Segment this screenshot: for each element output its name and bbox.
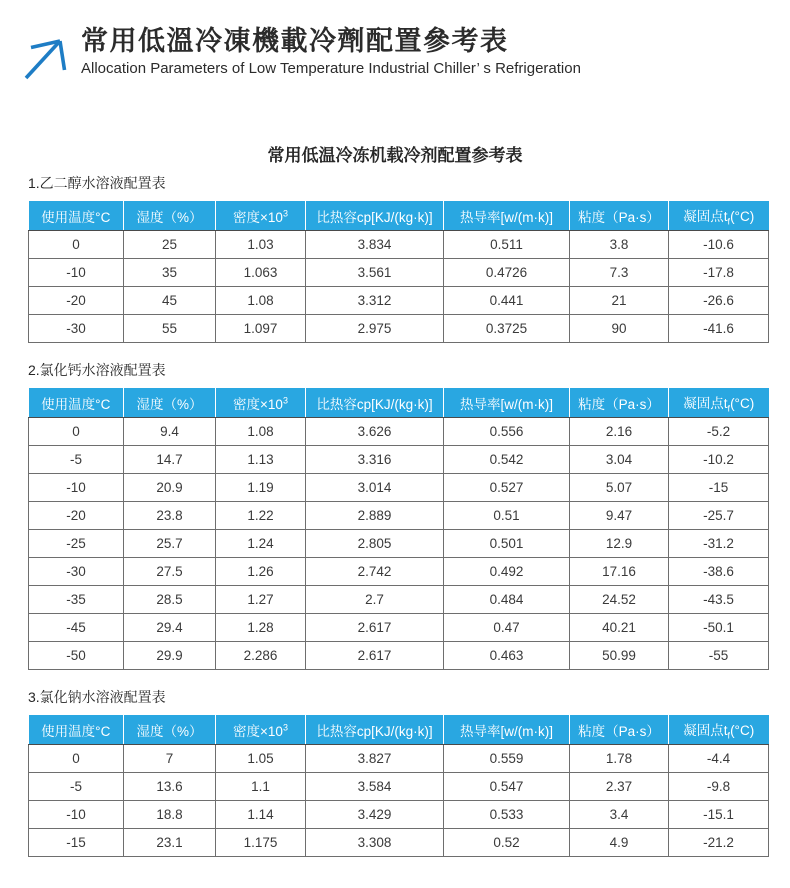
column-header: 粘度（Pa·s） xyxy=(570,715,669,745)
table-cell: 13.6 xyxy=(124,773,216,801)
sodium-chloride-table xyxy=(28,715,769,857)
header-row xyxy=(29,388,769,418)
table-row xyxy=(29,502,769,530)
table-cell: 3.308 xyxy=(306,829,444,857)
table-row xyxy=(29,474,769,502)
table-cell: -10.2 xyxy=(669,446,769,474)
table-cell: -38.6 xyxy=(669,558,769,586)
table-cell: 0.4726 xyxy=(444,259,570,287)
table-cell: 1.063 xyxy=(216,259,306,287)
table-cell: -9.8 xyxy=(669,773,769,801)
table-cell: 7.3 xyxy=(570,259,669,287)
table-cell: 0 xyxy=(29,745,124,773)
table-cell: 29.9 xyxy=(124,642,216,670)
table-cell: 18.8 xyxy=(124,801,216,829)
table-cell: 24.52 xyxy=(570,586,669,614)
table-cell: 2.617 xyxy=(306,614,444,642)
table-row xyxy=(29,446,769,474)
table-cell: -50 xyxy=(29,642,124,670)
table-cell: 9.4 xyxy=(124,418,216,446)
table-cell: 1.1 xyxy=(216,773,306,801)
table-cell: 0.527 xyxy=(444,474,570,502)
table-row xyxy=(29,586,769,614)
table-cell: -17.8 xyxy=(669,259,769,287)
table-cell: 0 xyxy=(29,418,124,446)
table-cell: 1.28 xyxy=(216,614,306,642)
table-cell: 3.626 xyxy=(306,418,444,446)
table-cell: 0.51 xyxy=(444,502,570,530)
table-cell: 2.286 xyxy=(216,642,306,670)
table-row xyxy=(29,642,769,670)
table-cell: -21.2 xyxy=(669,829,769,857)
table-cell: -43.5 xyxy=(669,586,769,614)
table-cell: 3.312 xyxy=(306,287,444,315)
header-row xyxy=(29,201,769,231)
column-header: 热导率[w/(m·k)] xyxy=(444,201,570,231)
table-row xyxy=(29,287,769,315)
table-cell: 3.561 xyxy=(306,259,444,287)
table-cell: 21 xyxy=(570,287,669,315)
table-cell: 20.9 xyxy=(124,474,216,502)
table-cell: 29.4 xyxy=(124,614,216,642)
document-title: 常用低温冷冻机载冷剂配置参考表 xyxy=(267,146,523,165)
table-cell: 28.5 xyxy=(124,586,216,614)
table-cell: 0 xyxy=(29,231,124,259)
column-header: 湿度（%） xyxy=(124,715,216,745)
table-cell: 0.501 xyxy=(444,530,570,558)
table-cell: 4.9 xyxy=(570,829,669,857)
column-header: 凝固点$t_f(^\circ C)$ xyxy=(669,388,769,418)
table-cell: 3.584 xyxy=(306,773,444,801)
table-cell: -15 xyxy=(669,474,769,502)
table-cell: 1.097 xyxy=(216,315,306,343)
table-cell: -25.7 xyxy=(669,502,769,530)
table-cell: -26.6 xyxy=(669,287,769,315)
table-cell: -41.6 xyxy=(669,315,769,343)
column-header: 凝固点$t_f(^\circ C)$ xyxy=(669,201,769,231)
table-cell: -5 xyxy=(29,773,124,801)
table-cell: -10 xyxy=(29,801,124,829)
table-row xyxy=(29,530,769,558)
table-cell: 1.22 xyxy=(216,502,306,530)
table-cell: -10.6 xyxy=(669,231,769,259)
table-cell: -5.2 xyxy=(669,418,769,446)
table-cell: 23.1 xyxy=(124,829,216,857)
table-cell: 50.99 xyxy=(570,642,669,670)
table-cell: 1.78 xyxy=(570,745,669,773)
table-cell: 40.21 xyxy=(570,614,669,642)
table-cell: 3.04 xyxy=(570,446,669,474)
table-cell: -55 xyxy=(669,642,769,670)
table-cell: -20 xyxy=(29,502,124,530)
brand-subtitle: Allocation Parameters of Low Temperature Industrial Chiller’ s Refrigeration xyxy=(81,60,581,77)
table-cell: 2.889 xyxy=(306,502,444,530)
table-cell: -25 xyxy=(29,530,124,558)
header-row xyxy=(29,715,769,745)
table-cell: 1.08 xyxy=(216,287,306,315)
table-cell: 0.52 xyxy=(444,829,570,857)
table-cell: -15.1 xyxy=(669,801,769,829)
table-cell: -4.4 xyxy=(669,745,769,773)
table-cell: 0.556 xyxy=(444,418,570,446)
column-header: 湿度（%） xyxy=(124,388,216,418)
brand-text-block xyxy=(81,26,581,79)
table-row xyxy=(29,259,769,287)
table-cell: 2.617 xyxy=(306,642,444,670)
column-header: 粘度（Pa·s） xyxy=(570,201,669,231)
table-cell: 3.834 xyxy=(306,231,444,259)
table-cell: 3.429 xyxy=(306,801,444,829)
table-row xyxy=(29,829,769,857)
table-cell: 1.05 xyxy=(216,745,306,773)
brand-title: 常用低溫冷凍機載冷劑配置參考表 xyxy=(81,26,509,56)
table-cell: 1.14 xyxy=(216,801,306,829)
table-cell: 9.47 xyxy=(570,502,669,530)
table-cell: 55 xyxy=(124,315,216,343)
table-row xyxy=(29,558,769,586)
table-cell: 2.805 xyxy=(306,530,444,558)
table-cell: -30 xyxy=(29,315,124,343)
column-header: 比热容cp[KJ/(kg·k)] xyxy=(306,715,444,745)
table-cell: 90 xyxy=(570,315,669,343)
column-header: 密度$\times 10^3$ xyxy=(216,715,306,745)
table-cell: 1.03 xyxy=(216,231,306,259)
content-area xyxy=(0,173,790,857)
section-calcium-chloride xyxy=(28,360,790,670)
table-cell: 1.13 xyxy=(216,446,306,474)
table-cell: 2.16 xyxy=(570,418,669,446)
column-header: 使用温度°C xyxy=(29,201,124,231)
column-header: 凝固点$t_f(^\circ C)$ xyxy=(669,715,769,745)
section-label: 3.氯化钠水溶液配置表 xyxy=(28,689,166,705)
column-header: 使用温度°C xyxy=(29,388,124,418)
column-header: 密度$\times 10^3$ xyxy=(216,201,306,231)
table-cell: -30 xyxy=(29,558,124,586)
table-cell: 1.26 xyxy=(216,558,306,586)
table-cell: 3.014 xyxy=(306,474,444,502)
section-ethylene-glycol xyxy=(28,173,790,343)
table-cell: 3.8 xyxy=(570,231,669,259)
column-header: 比热容cp[KJ/(kg·k)] xyxy=(306,388,444,418)
table-cell: 0.47 xyxy=(444,614,570,642)
table-cell: 1.19 xyxy=(216,474,306,502)
table-row xyxy=(29,231,769,259)
table-cell: 1.175 xyxy=(216,829,306,857)
table-cell: 0.542 xyxy=(444,446,570,474)
table-cell: 23.8 xyxy=(124,502,216,530)
table-row xyxy=(29,315,769,343)
table-cell: 2.742 xyxy=(306,558,444,586)
column-header: 使用温度°C xyxy=(29,715,124,745)
table-cell: -15 xyxy=(29,829,124,857)
table-cell: 25 xyxy=(124,231,216,259)
ethylene-glycol-table xyxy=(28,201,769,343)
table-cell: 0.492 xyxy=(444,558,570,586)
table-row xyxy=(29,418,769,446)
page-header xyxy=(0,0,790,89)
table-cell: 0.547 xyxy=(444,773,570,801)
table-cell: 3.316 xyxy=(306,446,444,474)
table-cell: 5.07 xyxy=(570,474,669,502)
table-row xyxy=(29,745,769,773)
table-cell: 0.3725 xyxy=(444,315,570,343)
table-cell: -45 xyxy=(29,614,124,642)
table-cell: -31.2 xyxy=(669,530,769,558)
column-header: 比热容cp[KJ/(kg·k)] xyxy=(306,201,444,231)
table-row xyxy=(29,773,769,801)
table-cell: -35 xyxy=(29,586,124,614)
table-cell: 1.27 xyxy=(216,586,306,614)
table-cell: 1.08 xyxy=(216,418,306,446)
arrow-up-right-icon xyxy=(20,30,68,89)
table-row xyxy=(29,614,769,642)
table-cell: 14.7 xyxy=(124,446,216,474)
column-header: 粘度（Pa·s） xyxy=(570,388,669,418)
calcium-chloride-table xyxy=(28,388,769,670)
table-cell: 7 xyxy=(124,745,216,773)
section-sodium-chloride xyxy=(28,687,790,857)
table-cell: -20 xyxy=(29,287,124,315)
table-cell: 12.9 xyxy=(570,530,669,558)
table-cell: 2.7 xyxy=(306,586,444,614)
table-cell: 0.533 xyxy=(444,801,570,829)
section-label: 1.乙二醇水溶液配置表 xyxy=(28,175,166,191)
table-cell: 27.5 xyxy=(124,558,216,586)
table-cell: 25.7 xyxy=(124,530,216,558)
table-cell: -5 xyxy=(29,446,124,474)
table-cell: -10 xyxy=(29,474,124,502)
table-cell: -10 xyxy=(29,259,124,287)
table-cell: 0.511 xyxy=(444,231,570,259)
column-header: 湿度（%） xyxy=(124,201,216,231)
column-header: 热导率[w/(m·k)] xyxy=(444,388,570,418)
table-cell: 2.37 xyxy=(570,773,669,801)
table-cell: 0.484 xyxy=(444,586,570,614)
table-cell: 1.24 xyxy=(216,530,306,558)
table-cell: 0.441 xyxy=(444,287,570,315)
table-row xyxy=(29,801,769,829)
table-cell: 17.16 xyxy=(570,558,669,586)
table-cell: 2.975 xyxy=(306,315,444,343)
table-cell: 3.827 xyxy=(306,745,444,773)
section-label: 2.氯化钙水溶液配置表 xyxy=(28,362,166,378)
table-cell: 35 xyxy=(124,259,216,287)
column-header: 热导率[w/(m·k)] xyxy=(444,715,570,745)
table-cell: 0.559 xyxy=(444,745,570,773)
column-header: 密度$\times 10^3$ xyxy=(216,388,306,418)
table-cell: 0.463 xyxy=(444,642,570,670)
table-cell: -50.1 xyxy=(669,614,769,642)
table-cell: 3.4 xyxy=(570,801,669,829)
table-cell: 45 xyxy=(124,287,216,315)
